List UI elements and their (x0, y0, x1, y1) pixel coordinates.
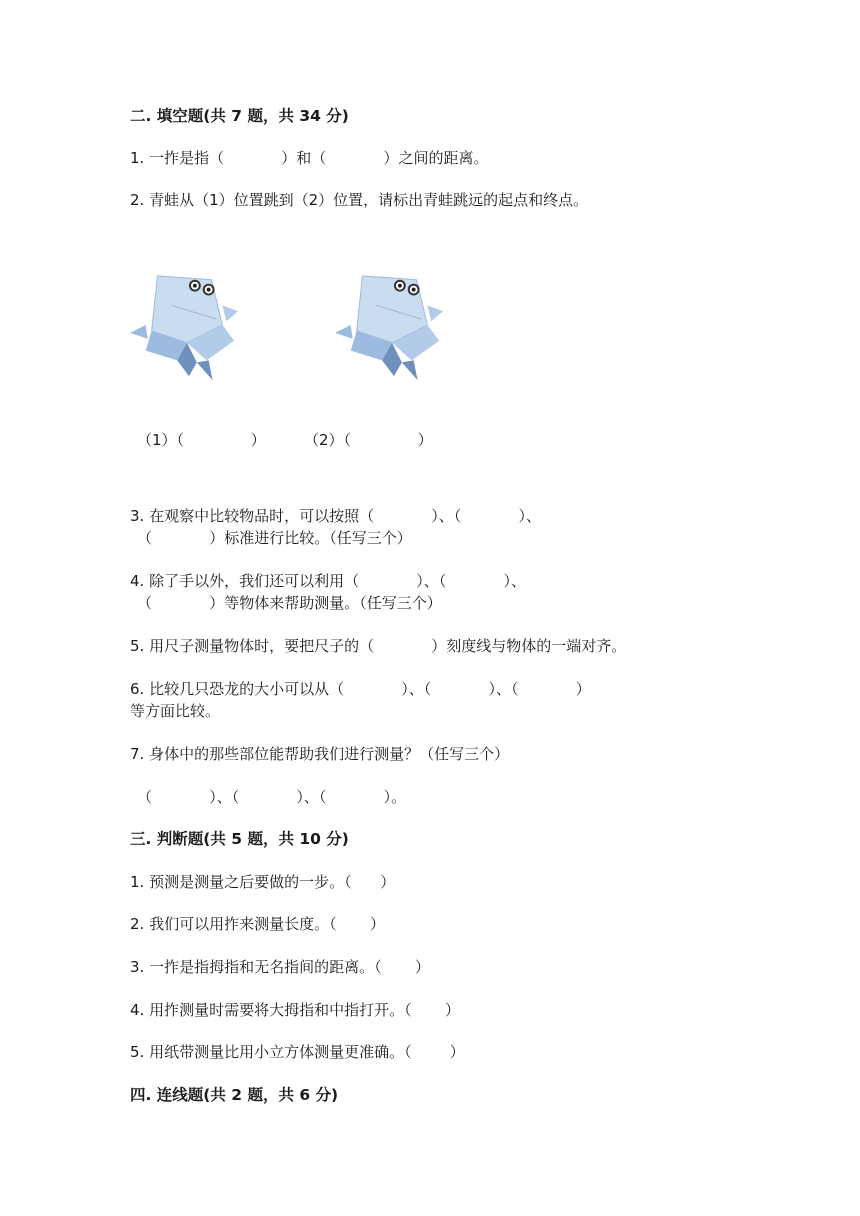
question-2-4-line-1: 4. 除了手以外，我们还可以利用（ ）、（ ）、 (130, 572, 527, 590)
section-3-heading: 三. 判断题(共 5 题，共 10 分) (130, 830, 349, 848)
origami-frog-icon (128, 266, 246, 384)
judge-item: 4. 用拃测量时需要将大拇指和中指打开。（ ） (130, 1001, 460, 1019)
question-2-6-line-2: 等方面比较。 (130, 702, 221, 720)
question-2-2: 2. 青蛙从（1）位置跳到（2）位置，请标出青蛙跳远的起点和终点。 (130, 191, 589, 209)
question-2-7: 7. 身体中的那些部位能帮助我们进行测量？（任写三个） (130, 745, 510, 763)
question-2-5: 5. 用尺子测量物体时，要把尺子的（ ）刻度线与物体的一端对齐。 (130, 637, 627, 655)
frog-position-labels: （1）（ ） （2）（ ） (137, 431, 433, 449)
section-2-heading: 二. 填空题(共 7 题，共 34 分) (130, 107, 349, 125)
judge-item: 5. 用纸带测量比用小立方体测量更准确。（ ） (130, 1043, 465, 1061)
question-2-3-line-2: （ ）标准进行比较。（任写三个） (137, 529, 412, 547)
judge-item: 2. 我们可以用拃来测量长度。（ ） (130, 915, 385, 933)
judge-item: 1. 预测是测量之后要做的一步。（ ） (130, 873, 396, 891)
section-4-heading: 四. 连线题(共 2 题，共 6 分) (130, 1086, 339, 1104)
question-2-4-line-2: （ ）等物体来帮助测量。（任写三个） (137, 594, 442, 612)
question-2-6-line-1: 6. 比较几只恐龙的大小可以从（ ）、（ ）、（ ） (130, 680, 591, 698)
judge-item: 3. 一拃是指拇指和无名指间的距离。（ ） (130, 958, 430, 976)
question-2-1: 1. 一拃是指（ ）和（ ）之间的距离。 (130, 149, 489, 167)
origami-frog-icon (333, 266, 451, 384)
question-2-7-answer: （ ）、（ ）、（ ）。 (137, 788, 407, 806)
question-2-3-line-1: 3. 在观察中比较物品时，可以按照（ ）、（ ）、 (130, 507, 542, 525)
